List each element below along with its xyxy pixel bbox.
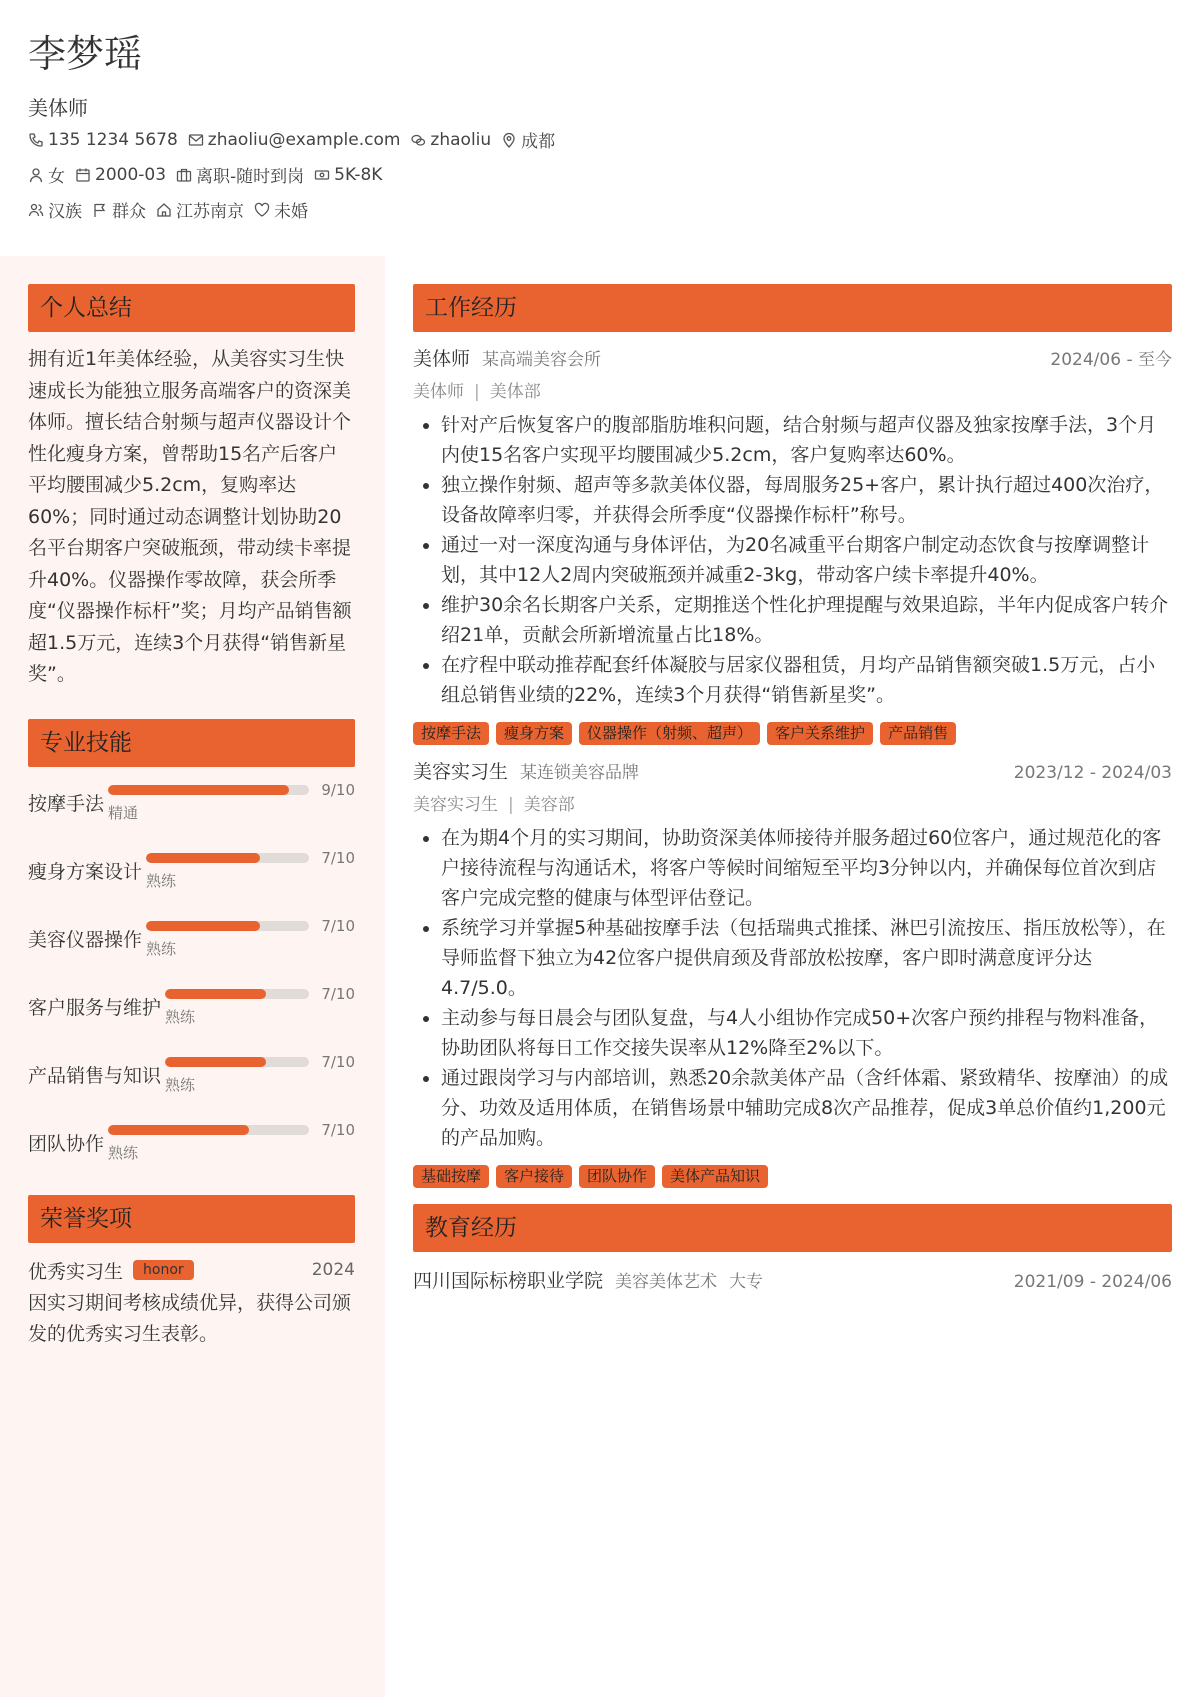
skill-tag: 基础按摩 [413, 1165, 489, 1188]
job-bullet: • 通过跟岗学习与内部培训，熟悉20余款美体产品（含纤体霜、紧致精华、按摩油）的成分、功效及适用体质，在销售场景中辅助完成8次产品推荐，促成3单总价值约1,200元的产品加购。 [441, 1063, 1172, 1153]
skill-bar-fill [108, 1125, 249, 1135]
skill-bar-fill [165, 1057, 266, 1067]
ethnicity-text: 汉族 [48, 202, 82, 222]
skill-tag: 仪器操作（射频、超声） [579, 722, 760, 745]
skill-bar-fill [165, 989, 266, 999]
candidate-name: 李梦瑶 [28, 32, 143, 76]
job-bullet: • 针对产后恢复客户的腹部脂肪堆积问题，结合射频与超声仪器及独家按摩手法，3个月内使15名客户实现平均腰围减少5.2cm，客户复购率达60%。 [441, 410, 1172, 470]
wechat-item [410, 130, 491, 150]
honors-heading: 荣誉奖项 [28, 1195, 355, 1243]
phone-icon [28, 132, 44, 148]
skill-level: 熟练 [146, 939, 177, 958]
status-text: 离职-随时到岗 [196, 167, 305, 187]
job-bullet: • 独立操作射频、超声等多款美体仪器，每周服务25+客户，累计执行超过400次治疗，设备故障率归零，并获得会所季度“仪器操作标杆”称号。 [441, 470, 1172, 530]
skill-bar-fill [146, 921, 260, 931]
skill-meter [161, 981, 355, 1049]
job-department: 美体部 [489, 382, 541, 402]
skill-tag: 产品销售 [880, 722, 956, 745]
home-icon [156, 202, 172, 218]
calendar-icon [75, 167, 91, 183]
skill-row [28, 913, 355, 981]
skill-level: 熟练 [165, 1075, 196, 1094]
skill-score: 7/10 [321, 1052, 355, 1071]
job-position: 美体师 [413, 348, 471, 370]
skill-bar-fill [146, 853, 260, 863]
sidebar [28, 284, 355, 1350]
skill-score: 7/10 [321, 984, 355, 1003]
contact-row [28, 122, 1172, 157]
job-tags [413, 722, 1172, 745]
personal-row [28, 157, 1172, 192]
skill-name: 瘦身方案设计 [28, 860, 143, 883]
job-subline [413, 377, 1172, 402]
job-date: 2024/06 - 至今 [1050, 350, 1172, 370]
job-bullet: • 维护30余名长期客户关系，定期推送个性化护理提醒与效果追踪，半年内促成客户转介绍21单，贡献会所新增流量占比18%。 [441, 590, 1172, 650]
skill-level: 熟练 [165, 1007, 196, 1026]
skill-bar-row [108, 1121, 355, 1139]
skill-bar [108, 1125, 309, 1135]
job-bullets [413, 823, 1172, 1153]
salary-text: 5K-8K [334, 164, 383, 185]
skill-row [28, 777, 355, 845]
skill-bar [165, 989, 309, 999]
work-heading: 工作经历 [413, 284, 1172, 332]
job-subline [413, 790, 1172, 815]
political-text: 群众 [112, 202, 146, 222]
birth-text: 2000-03 [95, 164, 167, 185]
skill-bar [146, 921, 309, 931]
job-date: 2023/12 - 2024/03 [1013, 763, 1172, 783]
location-text: 成都 [521, 132, 556, 152]
skill-tag: 客户接待 [496, 1165, 572, 1188]
skill-tag: 按摩手法 [413, 722, 489, 745]
job-company: 某连锁美容品牌 [520, 763, 640, 783]
job-bullet: • 通过一对一深度沟通与身体评估，为20名减重平台期客户制定动态饮食与按摩调整计划，其中12人2周内突破瓶颈并减重2-3kg，带动客户续卡率提升40%。 [441, 530, 1172, 590]
skill-bar-fill [108, 785, 289, 795]
skill-row [28, 1049, 355, 1117]
skill-tag: 客户关系维护 [767, 722, 873, 745]
job-department: 美容部 [523, 795, 575, 815]
money-icon [314, 167, 330, 183]
skill-bar-row [165, 1053, 355, 1071]
email-text: zhaoliu@example.com [207, 129, 401, 150]
skills-list [28, 777, 355, 1185]
phone-item [28, 130, 178, 150]
skill-bar-row [108, 781, 355, 799]
briefcase-icon [176, 167, 192, 183]
job-role: 美容实习生 [413, 795, 498, 815]
education-row [413, 1266, 1172, 1293]
salary-item [314, 165, 382, 185]
main-content [413, 284, 1172, 1293]
job-bullet: • 主动参与每日晨会与团队复盘，与4人小组协作完成50+次客户预约排程与物料准备，协助团队将每日工作交接失误率从12%降至2%以下。 [441, 1003, 1172, 1063]
skill-name: 美容仪器操作 [28, 928, 143, 951]
job-bullets [413, 410, 1172, 710]
hometown-text: 江苏南京 [176, 202, 244, 222]
job-entry [413, 344, 1172, 745]
email-item [188, 130, 401, 150]
ethnicity-item [28, 197, 82, 222]
job-tags [413, 1165, 1172, 1188]
location-item [501, 127, 555, 152]
skill-name: 产品销售与知识 [28, 1064, 162, 1087]
skill-meter [104, 1117, 355, 1185]
job-bullet: • 系统学习并掌握5种基础按摩手法（包括瑞典式推揉、淋巴引流按压、指压放松等），在导师监督下独立为42位客户提供肩颈及背部放松按摩，客户即时满意度评分达4.7/5.0。 [441, 913, 1172, 1003]
job-header [413, 757, 1172, 784]
status-item [176, 162, 304, 187]
skill-score: 7/10 [321, 848, 355, 867]
hometown-item [156, 197, 244, 222]
job-title: 美体师 [28, 96, 88, 120]
skill-row [28, 1117, 355, 1185]
birth-item [75, 165, 166, 185]
job-bullet: • 在为期4个月的实习期间，协助资深美体师接待并服务超过60位客户，通过规范化的客户接待流程与沟通话术，将客户等候时间缩短至平均3分钟以内，并确保每位首次到店客户完成完整的健康与体型评估登记。 [441, 823, 1172, 913]
honor-description: 因实习期间考核成绩优异，获得公司颁发的优秀实习生表彰。 [28, 1291, 352, 1345]
education-heading: 教育经历 [413, 1204, 1172, 1252]
edu-degree: 大专 [729, 1272, 764, 1292]
honor-row [28, 1257, 355, 1284]
marital-item [254, 197, 308, 222]
skill-level: 熟练 [108, 1143, 139, 1162]
skill-bar [146, 853, 309, 863]
skill-bar [165, 1057, 309, 1067]
skill-level: 熟练 [146, 871, 177, 890]
skill-name: 客户服务与维护 [28, 996, 162, 1019]
honor-tag: honor [133, 1260, 194, 1280]
political-item [92, 197, 146, 222]
extra-row [28, 192, 1172, 227]
skill-tag: 瘦身方案 [496, 722, 572, 745]
job-separator: | [474, 382, 480, 402]
skill-bar [108, 785, 309, 795]
edu-major: 美容美体艺术 [615, 1272, 718, 1292]
job-role: 美体师 [413, 382, 464, 402]
honor-title: 优秀实习生 [28, 1260, 124, 1283]
skill-bar-row [146, 849, 355, 867]
heart-icon [254, 202, 270, 218]
mail-icon [188, 132, 204, 148]
skill-score: 7/10 [321, 916, 355, 935]
job-company: 某高端美容会所 [482, 350, 602, 370]
honor-year: 2024 [311, 1260, 355, 1280]
summary-heading: 个人总结 [28, 284, 355, 332]
edu-school: 四川国际标榜职业学院 [413, 1270, 604, 1292]
marital-text: 未婚 [274, 202, 308, 222]
user-icon [28, 167, 44, 183]
skill-bar-row [165, 985, 355, 1003]
skill-bar-row [146, 917, 355, 935]
jobs-list [413, 344, 1172, 1188]
people-icon [28, 202, 44, 218]
job-bullet: • 在疗程中联动推荐配套纤体凝胶与居家仪器租赁，月均产品销售额突破1.5万元，占小组总销售业绩的22%，连续3个月获得“销售新星奖”。 [441, 650, 1172, 710]
flag-icon [92, 202, 108, 218]
job-entry [413, 757, 1172, 1188]
skill-meter [161, 1049, 355, 1117]
edu-date: 2021/09 - 2024/06 [1013, 1272, 1172, 1292]
gender-item [28, 162, 65, 187]
skill-row [28, 845, 355, 913]
gender-text: 女 [48, 167, 65, 187]
skills-heading: 专业技能 [28, 719, 355, 767]
skill-tag: 团队协作 [579, 1165, 655, 1188]
job-separator: | [508, 795, 514, 815]
wechat-text: zhaoliu [430, 129, 492, 150]
skill-meter [142, 845, 355, 913]
skill-meter [104, 777, 355, 845]
skill-level: 精通 [108, 803, 139, 822]
skill-name: 按摩手法 [28, 792, 105, 815]
job-position: 美容实习生 [413, 761, 509, 783]
skill-name: 团队协作 [28, 1132, 105, 1155]
skill-score: 7/10 [321, 1120, 355, 1139]
skill-tag: 美体产品知识 [662, 1165, 768, 1188]
skill-meter [142, 913, 355, 981]
skill-score: 9/10 [321, 780, 355, 799]
location-icon [501, 132, 517, 148]
resume-header [28, 26, 1172, 227]
skill-row [28, 981, 355, 1049]
summary-text: 拥有近1年美体经验，从美容实习生快速成长为能独立服务高端客户的资深美体师。擅长结合射频与超声仪器设计个性化瘦身方案，曾帮助15名产后客户平均腰围减少5.2cm，复购率达60%；同时通过动态调整计划协助20名平台期客户突破瓶颈，带动续卡率提升40%。仪器操作零故障，获会所季度“仪器操作标杆”奖；月均产品销售额超1.5万元，连续3个月获得“销售新星奖”。 [28, 348, 352, 685]
job-header [413, 344, 1172, 371]
wechat-icon [410, 132, 426, 148]
phone-text: 135 1234 5678 [48, 129, 178, 150]
